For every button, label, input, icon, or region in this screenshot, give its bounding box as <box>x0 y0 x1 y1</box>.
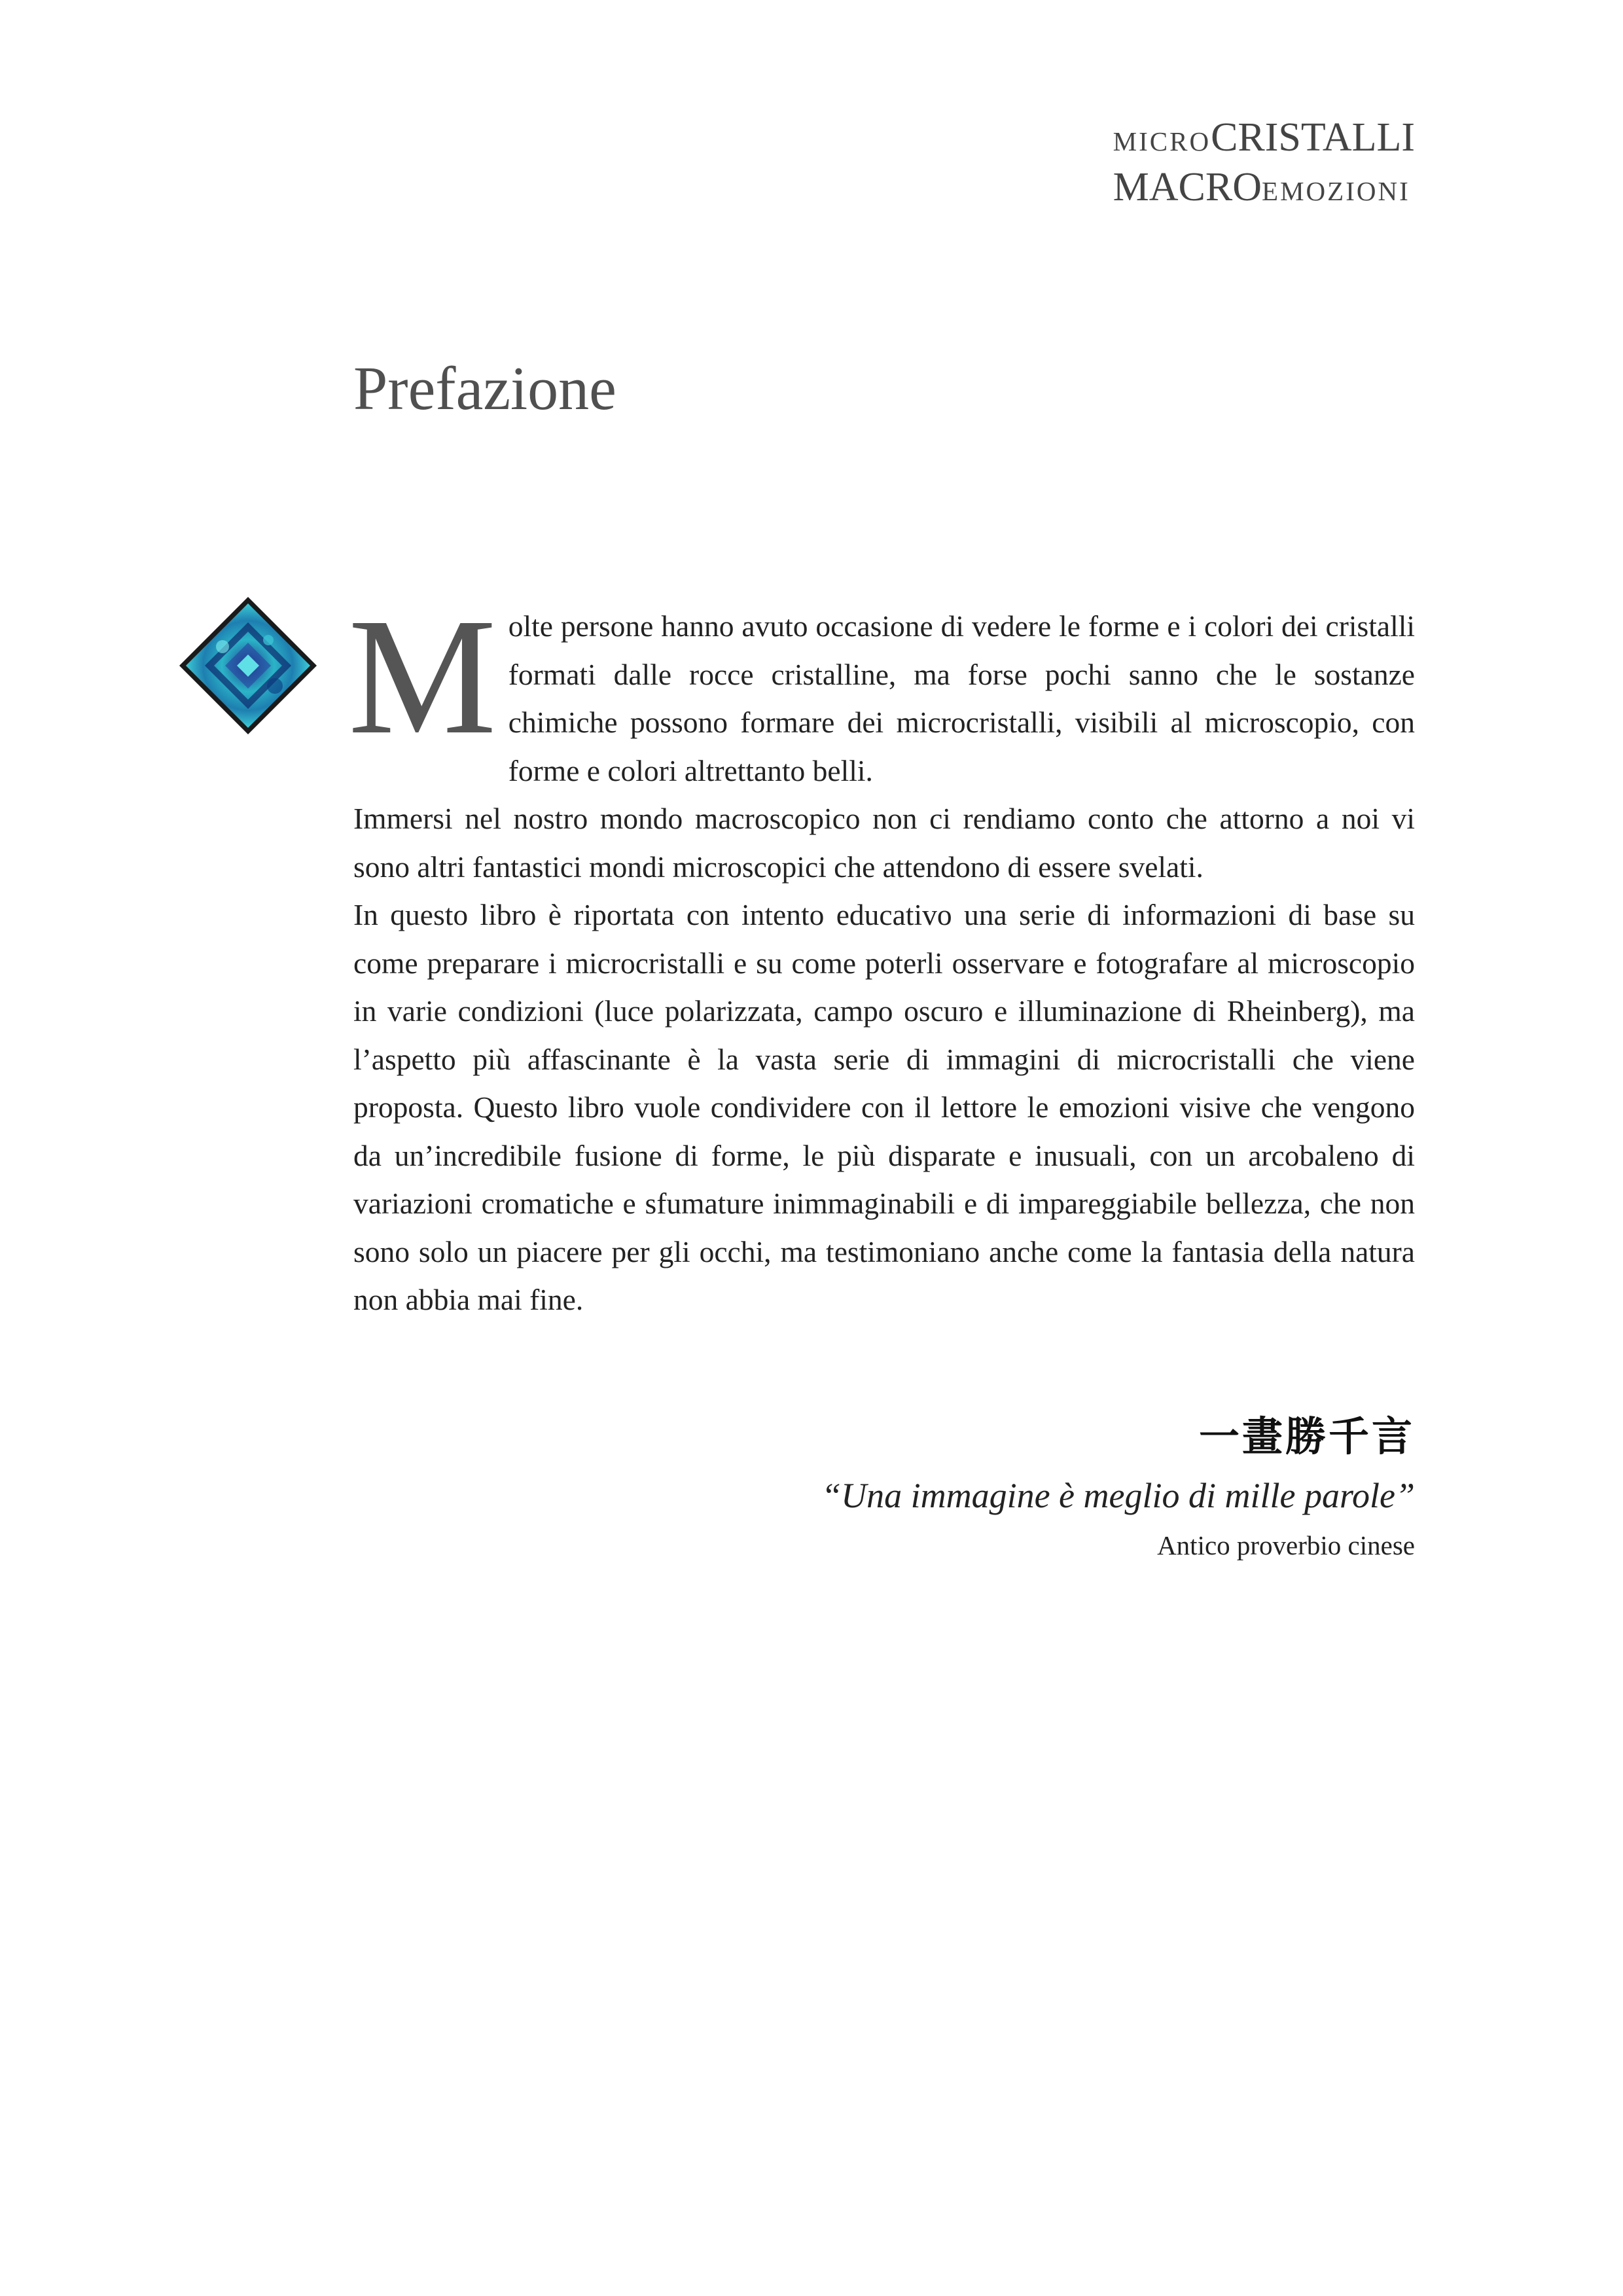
epigraph <box>821 1407 1415 1568</box>
proverb-translation: “Una immagine è meglio di mille parole” <box>821 1476 1415 1515</box>
paragraph-3: In questo libro è riportata con intento educativo una serie di informazioni di base su come preparare i microcristalli e su come poterli osservare e fotografare al microscopio in varie condizioni (luce polarizzata, campo oscuro e illuminazione di Rheinberg), ma l’aspetto più affascinante è la vasta serie di immagini di microcristalli che viene proposta. Questo libro vuole condividere con il lettore le emozioni visive che vengono da un’incredibile fusione di forme, le più disparate e inusuali, con un arcobaleno di variazioni cromatiche e sfumature inimmaginabili e di impareggiabile bellezza, che non sono solo un piacere per gli occhi, ma testimoniano anche come la fantasia della natura non abbia mai fine. <box>353 898 1415 1316</box>
running-header <box>1113 115 1415 217</box>
paragraph-1-text: olte persone hanno avuto occasione di vedere le forme e i colori dei cristalli formati dalle rocce cristalline, ma forse pochi sanno che le sostanze chimiche possono formare dei microcristalli, visibili al microscopio, con forme e colori altrettanto belli. <box>508 609 1415 787</box>
header-line-2 <box>1113 165 1415 217</box>
page-title: Prefazione <box>353 355 616 423</box>
header-micro: MICRO <box>1113 126 1211 156</box>
header-cristalli: CRISTALLI <box>1211 115 1415 160</box>
preface-body <box>348 584 1415 1324</box>
paragraph-1 <box>348 584 1415 795</box>
paragraph-2: Immersi nel nostro mondo macroscopico non ci rendiamo conto che attorno a noi vi sono altri fantastici mondi microscopici che attendono di essere svelati. <box>353 802 1415 884</box>
header-macro: MACRO <box>1113 165 1262 209</box>
chinese-proverb: 一畫勝千言 <box>1198 1412 1415 1460</box>
header-line-1 <box>1113 115 1415 168</box>
drop-cap: M <box>348 584 497 769</box>
proverb-source: Antico proverbio cinese <box>1157 1530 1415 1560</box>
crystal-diamond-icon <box>177 594 319 737</box>
header-emozioni: EMOZIONI <box>1262 176 1410 206</box>
